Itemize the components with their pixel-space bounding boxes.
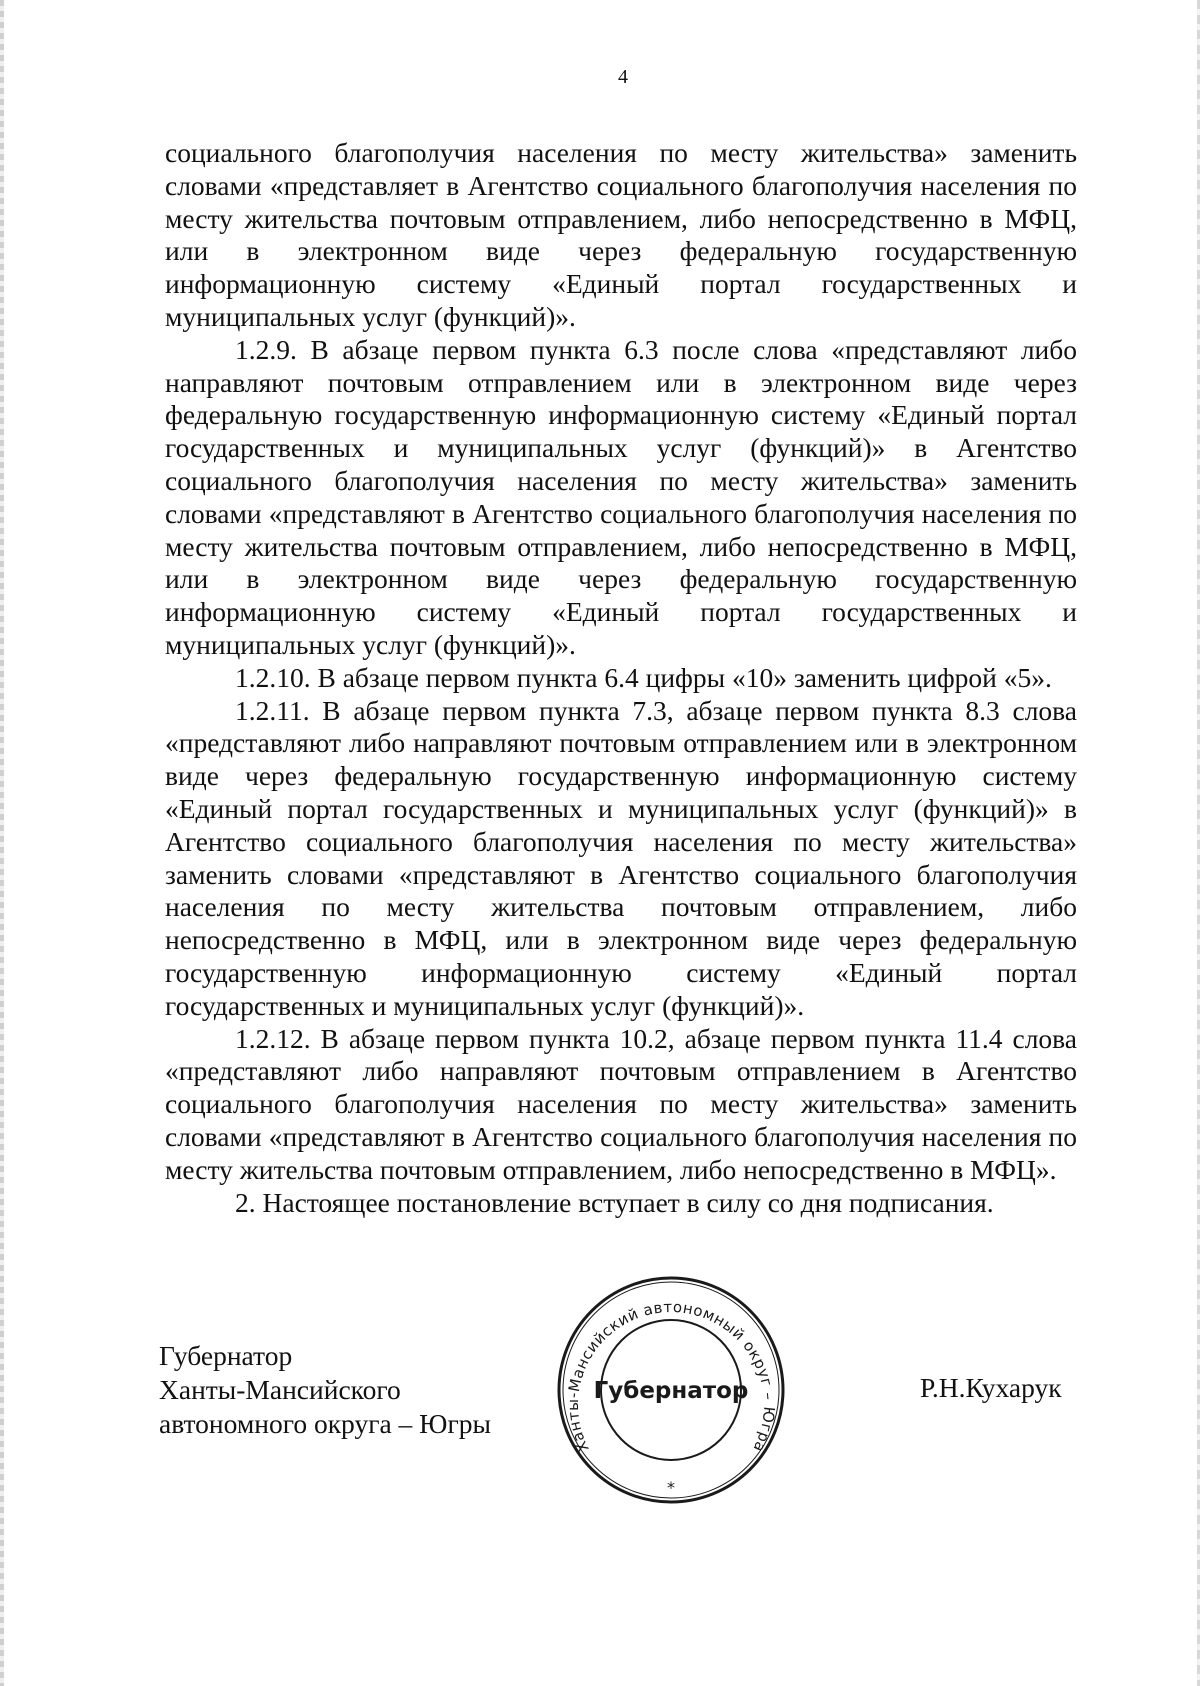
paragraph-1-2-12: 1.2.12. В абзаце первом пункта 10.2, абзаце первом пункта 11.4 слова «представляют либо направляют почтовым отправлением в Агентство социального благополучия населения по месту жительства» заменить словами «представляют в Агентство социального благополучия населения по месту жительства почтовым отправлением, либо непосредственно в МФЦ». <box>165 1022 1077 1185</box>
signatory-position-line: Губернатор <box>159 1340 293 1371</box>
signatory-position-line: Ханты-Мансийского <box>159 1374 401 1405</box>
paragraph-2: 2. Настоящее постановление вступает в силу со дня подписания. <box>235 1186 994 1218</box>
paragraph-1-2-9: 1.2.9. В абзаце первом пункта 6.3 после слова «представляют либо направляют почтовым отправлением или в электронном виде через федеральную государственную информационную систему «Единый портал государственных и муниципальных услуг (функций)» в Агентство социального благополучия населения по месту жительства» заменить словами «представляют в Агентство социального благополучия населения по месту жительства почтовым отправлением, либо непосредственно в МФЦ, или в электронном виде через федеральную государственную информационную систему «Единый портал государственных и муниципальных услуг (функций)». <box>165 333 1077 660</box>
signatory-position-line: автономного округа – Югры <box>159 1408 491 1439</box>
document-body <box>165 137 1077 1219</box>
official-seal <box>556 1275 786 1505</box>
paragraph-continuation: социального благополучия населения по месту жительства» заменить словами «представляет в Агентство социального благополучия населения по месту жительства почтовым отправлением, либо непосредственно в МФЦ, или в электронном виде через федеральную государственную информационную систему «Единый портал государственных и муниципальных услуг (функций)». <box>165 137 1077 332</box>
paragraph-1-2-11: 1.2.11. В абзаце первом пункта 7.3, абзаце первом пункта 8.3 слова «представляют либо направляют почтовым отправлением или в электронном виде через федеральную государственную информационную систему «Единый портал государственных и муниципальных услуг (функций)» в Агентство социального благополучия населения по месту жительства» заменить словами «представляют в Агентство социального благополучия населения по месту жительства почтовым отправлением, либо непосредственно в МФЦ, или в электронном виде через федеральную государственную информационную систему «Единый портал государственных и муниципальных услуг (функций)». <box>165 694 1077 1021</box>
paragraph-1-2-10: 1.2.10. В абзаце первом пункта 6.4 цифры «10» заменить цифрой «5». <box>235 661 1052 693</box>
seal-center-text: Губернатор <box>593 1378 749 1404</box>
signatory-position <box>159 1339 491 1441</box>
scan-edge-left <box>0 0 4 1686</box>
page-number: 4 <box>618 66 628 88</box>
signatory-name: Р.Н.Кухарук <box>920 1372 1062 1403</box>
seal-outer-text: Ханты-Мансийский автономный округ – Югра <box>563 1297 779 1456</box>
seal-star: * <box>667 1478 675 1497</box>
